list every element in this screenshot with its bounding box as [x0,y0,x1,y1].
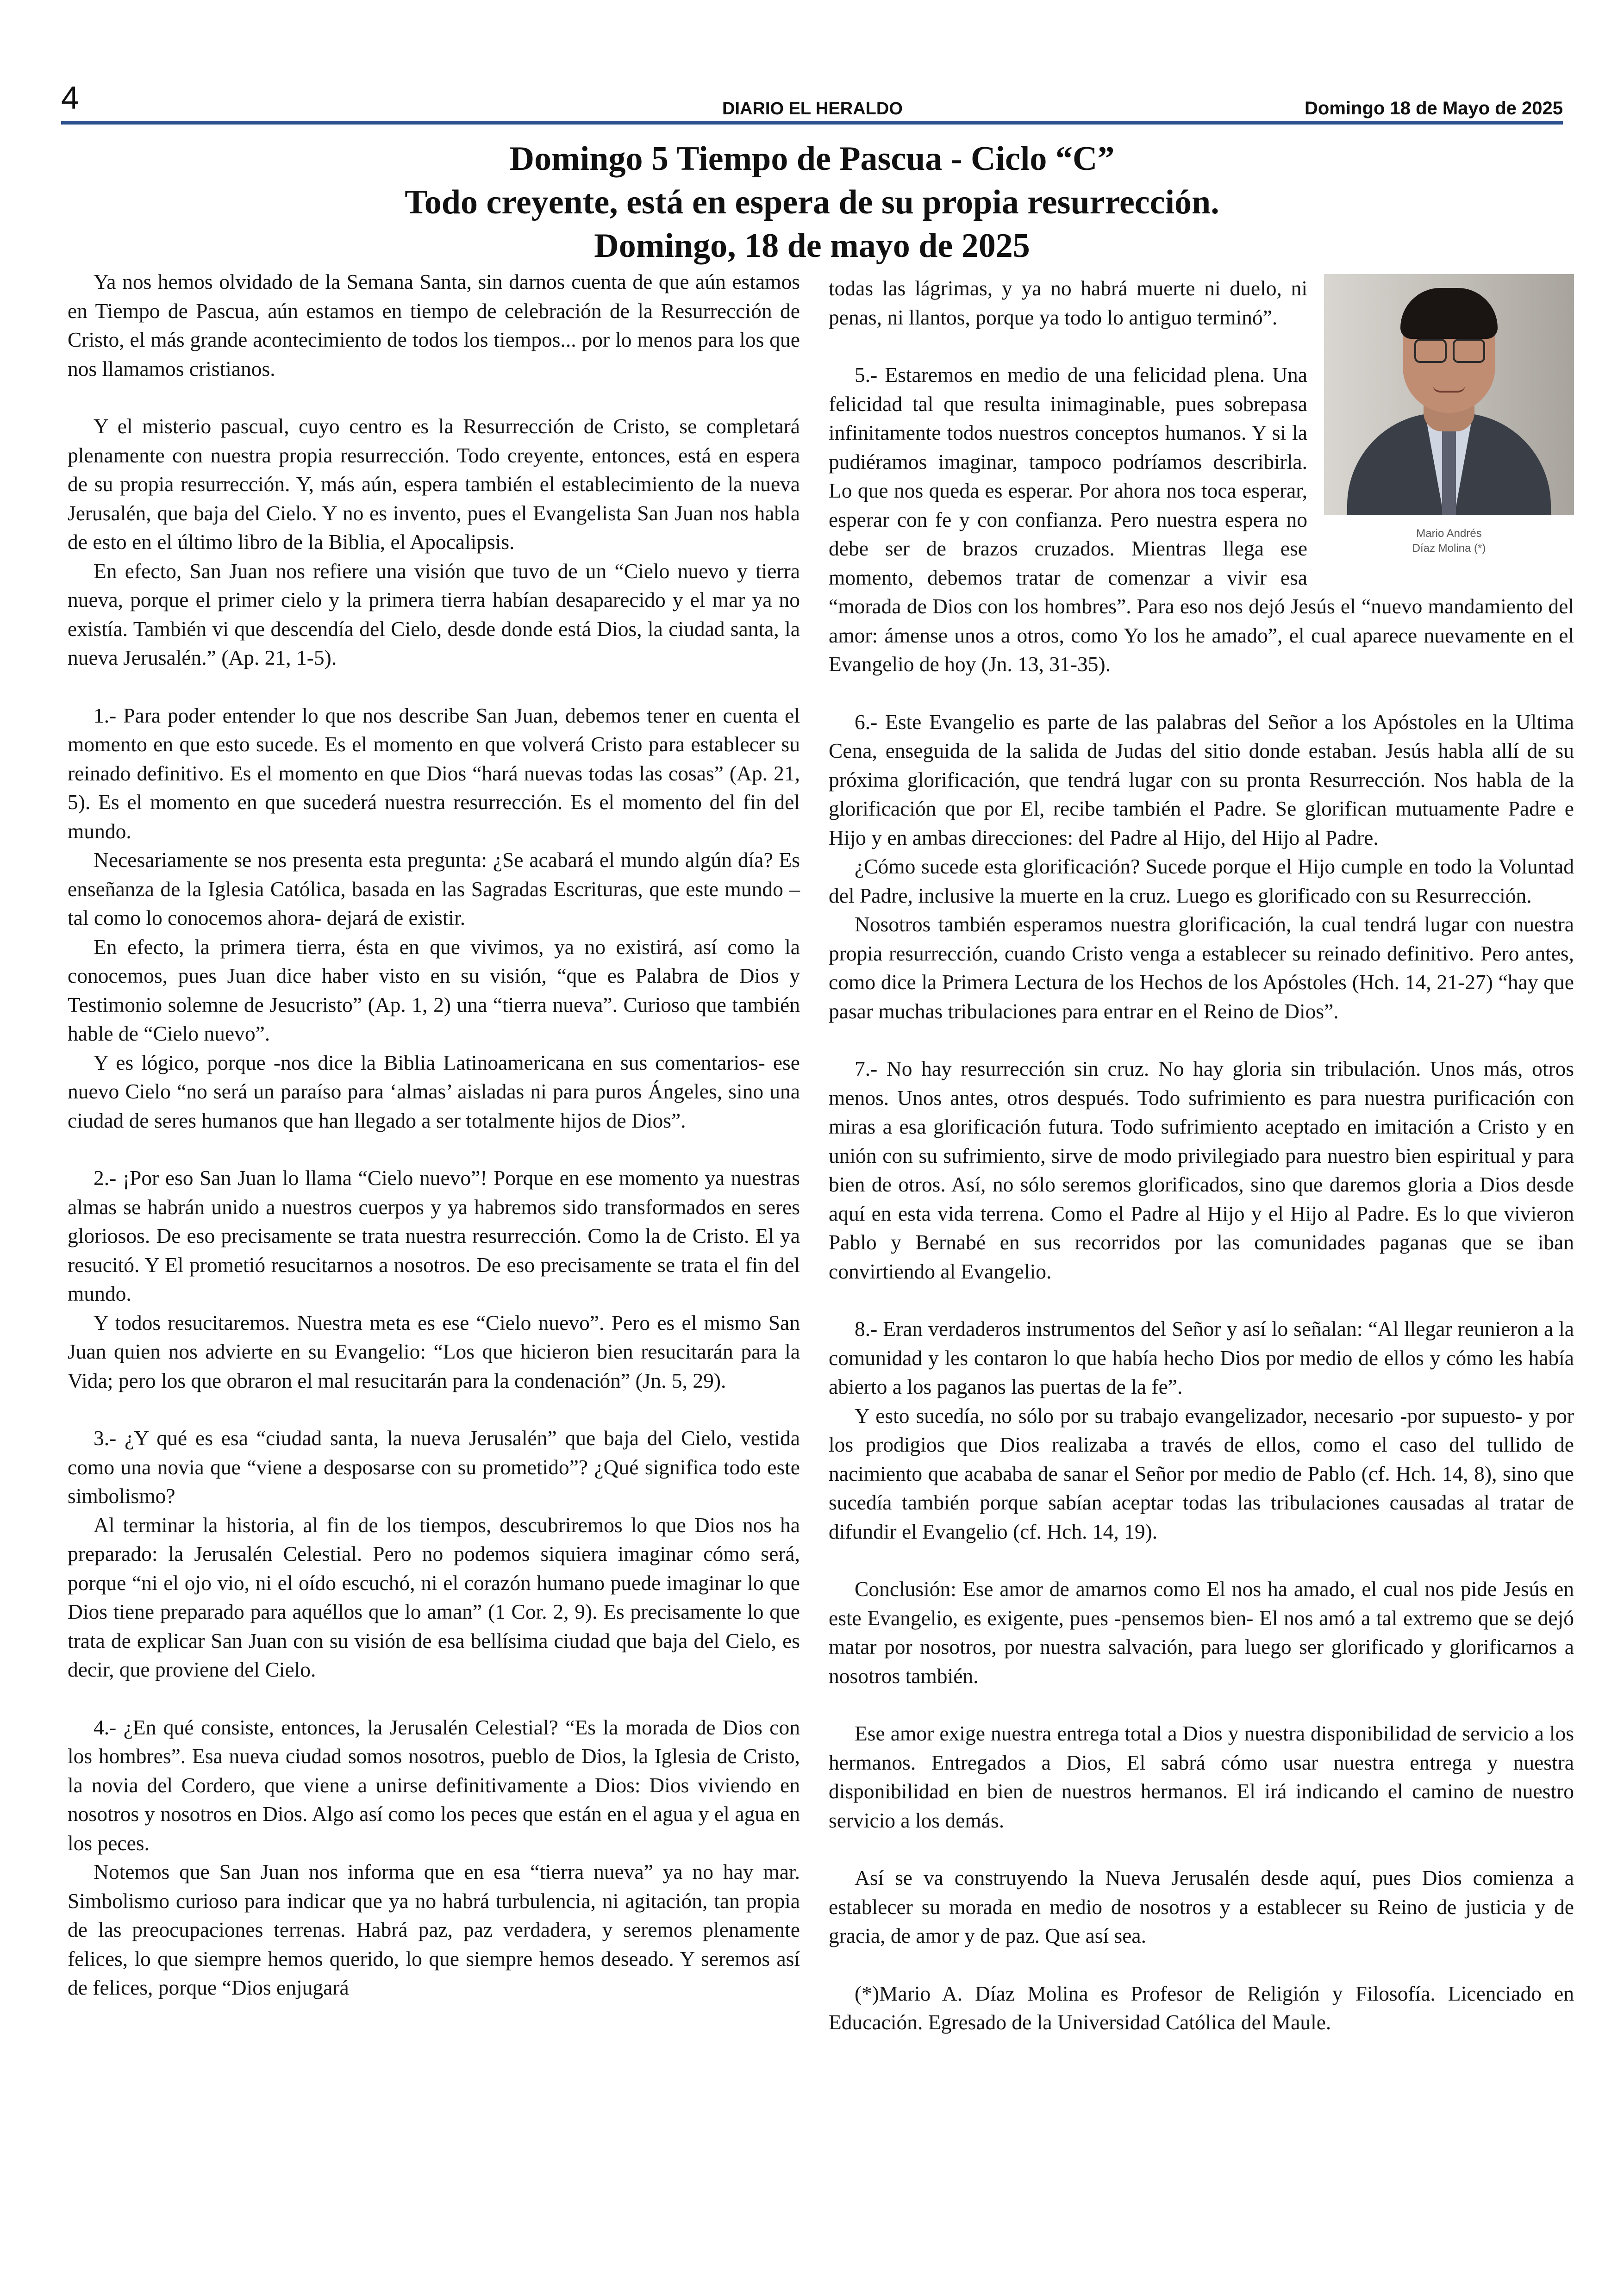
paragraph: En efecto, la primera tierra, ésta en que vivimos, ya no existirá, así como la conocemos, pues Juan dice haber visto en su visión, “que es Palabra de Dios y Testimonio solemne de Jesucristo” (Ap. 1, 2) una “tierra nueva”. Curioso que también hable de “Cielo nuevo”. [68,935,800,1045]
newspaper-name: DIARIO EL HERALDO [722,99,903,118]
paragraph: 4.- ¿En qué consiste, entonces, la Jerusalén Celestial? “Es la morada de Dios con los hombres”. Esa nueva ciudad somos nosotros, pueblo de Dios, la Iglesia de Cristo, la novia del Cordero, que viene a unirse definitivamente a Dios: Dios viviendo en nosotros y nosotros en Dios. Algo así como los peces que están en el agua y el agua en los peces. [68,1715,800,1855]
paragraph-gap [829,679,1574,708]
author-photo [1324,274,1574,515]
paragraph: Al terminar la historia, al fin de los tiempos, descubriremos lo que Dios nos ha preparado: la Jerusalén Celestial. Pero no podemos siquiera imaginar cómo será, porque “ni el ojo vio, ni el oído escuchó, ni el corazón humano puede imaginar lo que Dios tiene preparado para aquéllos que lo aman” (1 Cor. 2, 9). Es precisamente lo que trata de explicar San Juan con su visión de esa bellísima ciudad que baja del Cielo, es decir, que proviene del Cielo. [68,1513,800,1681]
paragraph: Notemos que San Juan nos informa que en esa “tierra nueva” ya no hay mar. Simbolismo curioso para indicar que ya no habrá turbulencia, ni agitación, tan propia de las preocupaciones terrenas. Habrá paz, paz verdadera, y seremos plenamente felices, lo que siempre hemos querido, lo que siempre hemos deseado. Y seremos así de felices, porque “Dios enjugará [68,1860,800,1999]
paragraph: Y esto sucedía, no sólo por su trabajo evangelizador, necesario -por supuesto- y por los prodigios que Dios realizaba a través de ellos, como el caso del tullido de nacimiento que acababa de sanar el Señor por medio de Pablo (cf. Hch. 14, 8), sino que sucedía también porque sabían aceptar todas las tribulaciones causadas al tratar de difundir el Evangelio (cf. Hch. 14, 19). [829,1403,1574,1543]
paragraph: 3.- ¿Y qué es esa “ciudad santa, la nueva Jerusalén” que baja del Cielo, vestida como una novia que “viene a desposarse con su prometido”? ¿Qué significa todo este simbolismo? [68,1426,800,1508]
title-line-1: Domingo 5 Tiempo de Pascua - Ciclo “C” [509,140,1115,178]
paragraph: Y el misterio pascual, cuyo centro es la Resurrección de Cristo, se completará plenamente con nuestra propia resurrección. Todo creyente, entonces, está en espera de su propia resurrección. Y, más aún, espera también el establecimiento de la nueva Jerusalén, que baja del Cielo. Y no es invento, pues el Evangelista San Juan nos habla de esto en el último libro de la Biblia, el Apocalipsis. [68,414,800,554]
header-date: Domingo 18 de Mayo de 2025 [1305,98,1563,118]
paragraph-gap [68,1135,800,1164]
paragraph: 7.- No hay resurrección sin cruz. No hay gloria sin tribulación. Unos más, otros menos. Unos antes, otros después. Todo sufrimiento es para nuestra purificación con miras a esa glorificación futura. Todo sufrimiento aceptado en imitación a Cristo y en unión con su sufrimiento, sirve de modo privilegiado para nuestro bien espiritual y para bien de otros. Así, no sólo seremos glorificados, sino que daremos gloria a Dios desde aquí en esta vida terrena. Como el Padre al Hijo y el Hijo al Padre. Es lo que vivieron Pablo y Bernabé en sus recorridos por las comunidades paganas que se iban convirtiendo al Evangelio. [829,1057,1574,1283]
photo-caption-line-2: Díaz Molina (*) [1412,542,1486,555]
paragraph: todas las lágrimas, y ya no habrá muerte ni duelo, ni penas, ni llantos, porque ya todo lo antiguo terminó”. [829,276,1307,329]
paragraph: ¿Cómo sucede esta glorificación? Sucede porque el Hijo cumple en todo la Voluntad del Padre, inclusive la muerte en la cruz. Luego es glorificado con su Resurrección. [829,854,1574,907]
paragraph: (*)Mario A. Díaz Molina es Profesor de Religión y Filosofía. Licenciado en Educación. Egresado de la Universidad Católica del Maule. [829,1981,1574,2034]
paragraph: 2.- ¡Por eso San Juan lo llama “Cielo nuevo”! Porque en ese momento ya nuestras almas se habrán unido a nuestros cuerpos y ya habremos sido transformados en seres gloriosos. De eso precisamente se trata nuestra resurrección. Como la de Cristo. El ya resucitó. Y El prometió resucitarnos a nosotros. De eso precisamente se trata el fin del mundo. [68,1166,800,1305]
paragraph-gap [829,1835,1574,1864]
title-line-3: Domingo, 18 de mayo de 2025 [594,227,1030,265]
paragraph: 8.- Eran verdaderos instrumentos del Señor y así lo señalan: “Al llegar reunieron a la comunidad y les contaron lo que había hecho Dios por medio de ellos y cómo les había abierto a los paganos las puertas de la fe”. [829,1317,1574,1398]
paragraph: Ese amor exige nuestra entrega total a Dios y nuestra disponibilidad de servicio a los hermanos. Entregados a Dios, El sabrá cómo usar nuestra entrega y nuestra disponibilidad en bien de nuestros hermanos. El irá indicando el camino de nuestro servicio a los demás. [829,1721,1574,1832]
photo-caption [1324,526,1574,556]
paragraph: Y todos resucitaremos. Nuestra meta es ese “Cielo nuevo”. Pero es el mismo San Juan quien nos advierte en su Evangelio: “Los que hicieron bien resucitarán para la Vida; pero los que obraron el mal resucitarán para la condenación” (Jn. 5, 29). [68,1310,800,1392]
paragraph: 6.- Este Evangelio es parte de las palabras del Señor a los Apóstoles en la Ultima Cena, enseguida de la salida de Judas del sitio donde estaban. Jesús habla allí de su próxima glorificación, que tendrá lugar con su pronta Resurrección. Nos habla de la glorificación que por El, recibe también el Padre. Se glorifican mutuamente Padre e Hijo y en ambas direcciones: del Padre al Hijo, del Hijo al Padre. [829,710,1574,849]
paragraph-gap [68,383,800,412]
paragraph: Necesariamente se nos presenta esta pregunta: ¿Se acabará el mundo algún día? Es enseñanza de la Iglesia Católica, basada en las Sagradas Escrituras, que este mundo –tal como lo conocemos ahora- dejará de existir. [68,848,800,929]
paragraph-gap [829,1951,1574,1979]
header-rule [61,121,1563,125]
paragraph: Ya nos hemos olvidado de la Semana Santa, sin darnos cuenta de que aún estamos en Tiempo de Pascua, aún estamos en tiempo de celebración de la Resurrección de Cristo, el más grande acontecimiento de todos los tiempos... por lo menos para los que nos llamamos cristianos. [68,270,800,380]
paragraph-gap [829,1546,1574,1575]
author-photo-block [1324,274,1574,570]
paragraph-gap [68,1684,800,1713]
paragraph: Así se va construyendo la Nueva Jerusalén desde aquí, pues Dios comienza a establecer su morada en medio de nosotros y a establecer su Reino de justicia y de gracia, de amor y de paz. Que así sea. [829,1866,1574,1947]
title-line-2: Todo creyente, está en espera de su propia resurrección. [405,183,1219,221]
paragraph: Nosotros también esperamos nuestra glorificación, la cual tendrá lugar con nuestra propia resurrección, cuando Cristo venga a establecer su reinado definitivo. Pero antes, como dice la Primera Lectura de los Hechos de los Apóstoles (Hch. 14, 21-27) “hay que pasar muchas tribulaciones para entrar en el Reino de Dios”. [829,912,1574,1023]
paragraph: 1.- Para poder entender lo que nos describe San Juan, debemos tener en cuenta el momento en que esto sucede. Es el momento en que volverá Cristo para establecer su reinado definitivo. Es el momento en que Dios “hará nuevas todas las cosas” (Ap. 21, 5). Es el momento en que sucederá nuestra resurrección. Es el momento del fin del mundo. [68,703,800,843]
left-column [68,268,800,2002]
paragraph-gap [829,1286,1574,1315]
paragraph: Y es lógico, porque -nos dice la Biblia Latinoamericana en sus comentarios- ese nuevo Cielo “no será un paraíso para ‘almas’ aisladas ni para puros Ángeles, sino una ciudad de seres humanos que han llegado a ser totalmente hijos de Dios”. [68,1050,800,1132]
paragraph: Conclusión: Ese amor de amarnos como El nos ha amado, el cual nos pide Jesús en este Evangelio, es exigente, pues -pensemos bien- El nos amó a tal extremo que se dejó matar por nosotros, por nuestra salvación, para luego ser glorificado y glorificarnos a nosotros también. [829,1577,1574,1688]
paragraph-gap [829,1690,1574,1719]
photo-caption-line-1: Mario Andrés [1416,527,1482,540]
paragraph: En efecto, San Juan nos refiere una visión que tuvo de un “Cielo nuevo y tierra nueva, porque el primer cielo y la primera tierra habían desaparecido y el mar ya no existía. También vi que descendía del Cielo, desde donde está Dios, la ciudad santa, la nueva Jerusalén.” (Ap. 21, 1-5). [68,559,800,669]
right-column [829,274,1574,2037]
page-number: 4 [61,80,79,116]
paragraph: 5.- Estaremos en medio de una felicidad plena. Una felicidad tal que resulta inimaginable, pues sobrepasa infinitamente todos nuestros conceptos humanos. Y si la pudiéramos imaginar, tampoco podríamos describirla. Lo que nos queda es esperar. Por ahora nos toca esperar, esperar con fe y con confianza. Pero nuestra espera no debe ser de brazos cruzados. Mientras llega ese momento, debemos tratar de comenzar a vivir esa “morada de Dios con los hombres”. Para eso nos dejó Jesús el “nuevo mandamiento del amor: ámense unos a otros, como Yo los he amado”, el cual aparece nuevamente en el Evangelio de hoy (Jn. 13, 31-35). [829,363,1574,676]
paragraph-gap [68,673,800,701]
paragraph-gap [68,1395,800,1424]
paragraph-gap [829,1026,1574,1054]
article-title [61,137,1563,268]
